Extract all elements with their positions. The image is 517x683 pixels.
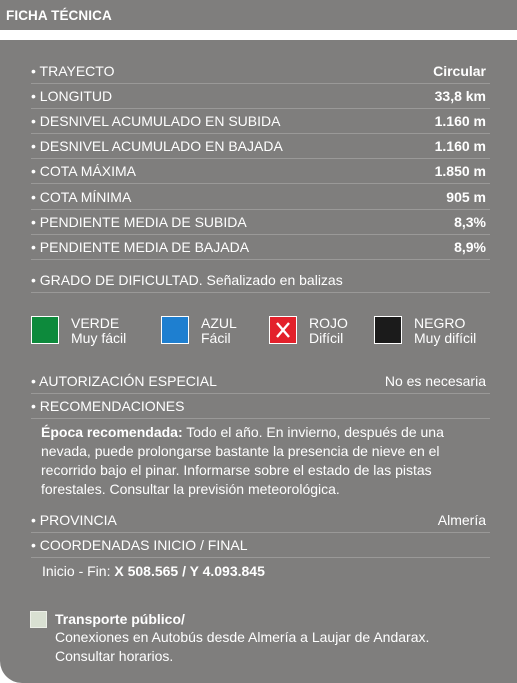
spec-value: 905 m (446, 189, 486, 205)
province-row (31, 508, 490, 533)
recommendations-row (31, 394, 490, 419)
difficulty-black (374, 316, 494, 346)
difficulty-green (31, 316, 151, 346)
spec-row-desnivel-subida (31, 109, 490, 134)
recommendations-body: Todo el año. En invierno, después de una nevada, puede prolongarse bastante la presencia de nieve en el recorrido bajo el pinar. Informarse sobre el estado de las pistas forestales. Consultar la previsión meteorológica. (41, 424, 444, 497)
spec-value: 1.160 m (434, 138, 486, 154)
transport-line-1: Conexiones en Autobús desde Almería a Laujar de Andarax. (55, 629, 430, 645)
spec-row-cota-maxima (31, 159, 490, 184)
header-bar (0, 0, 517, 30)
province-value: Almería (437, 512, 486, 528)
black-swatch (374, 316, 402, 344)
coordinates-prefix: Inicio - Fin: (42, 563, 115, 579)
difficulty-name: ROJO (309, 315, 348, 331)
blue-swatch (161, 316, 189, 344)
spec-row-cota-minima (31, 185, 490, 210)
difficulty-row (31, 268, 490, 293)
green-swatch (31, 316, 59, 344)
recommendations-text (41, 423, 493, 499)
difficulty-name: AZUL (201, 315, 237, 331)
recommendations-heading: Época recomendada: (41, 424, 183, 440)
red-swatch (269, 316, 297, 344)
difficulty-desc: Muy difícil (414, 330, 477, 346)
transport-title: Transporte público/ (55, 611, 185, 627)
spec-row-pendiente-bajada (31, 235, 490, 260)
spec-value: 1.160 m (434, 113, 486, 129)
coordinates-text (42, 563, 265, 579)
header-separator (0, 30, 517, 40)
province-label: • PROVINCIA (31, 512, 117, 528)
spec-label: • TRAYECTO (31, 63, 115, 79)
difficulty-desc: Difícil (309, 330, 344, 346)
authorization-row (31, 369, 490, 394)
transport-checkbox-icon (30, 611, 47, 628)
difficulty-label: • GRADO DE DIFICULTAD. Señalizado en balizas (31, 272, 343, 288)
spec-label: • DESNIVEL ACUMULADO EN SUBIDA (31, 113, 281, 129)
spec-label: • DESNIVEL ACUMULADO EN BAJADA (31, 138, 283, 154)
spec-row-desnivel-bajada (31, 134, 490, 159)
difficulty-red (269, 316, 369, 346)
spec-value: 1.850 m (434, 163, 486, 179)
transport-line-2: Consultar horarios. (55, 648, 174, 664)
difficulty-desc: Muy fácil (71, 330, 127, 346)
x-mark-icon (270, 317, 296, 343)
difficulty-name: NEGRO (414, 315, 466, 331)
header-title: FICHA TÉCNICA (6, 8, 112, 23)
spec-row-longitud (31, 84, 490, 109)
spec-label: • COTA MÁXIMA (31, 163, 136, 179)
spec-value: Circular (433, 63, 486, 79)
spec-row-pendiente-subida (31, 210, 490, 235)
spec-value: 33,8 km (434, 88, 486, 104)
spec-row-trayecto (31, 59, 490, 84)
difficulty-blue (161, 316, 261, 346)
spec-label: • LONGITUD (31, 88, 113, 104)
difficulty-desc: Fácil (201, 330, 231, 346)
authorization-label: • AUTORIZACIÓN ESPECIAL (31, 373, 217, 389)
coordinates-value: X 508.565 / Y 4.093.845 (114, 563, 265, 579)
spec-value: 8,3% (454, 214, 486, 230)
coordinates-row (31, 533, 490, 558)
spec-label: • PENDIENTE MEDIA DE BAJADA (31, 239, 250, 255)
difficulty-name: VERDE (71, 315, 120, 331)
recommendations-label: • RECOMENDACIONES (31, 398, 185, 414)
coordinates-label: • COORDENADAS INICIO / FINAL (31, 537, 248, 553)
spec-label: • COTA MÍNIMA (31, 189, 132, 205)
authorization-value: No es necesaria (384, 373, 486, 389)
spec-label: • PENDIENTE MEDIA DE SUBIDA (31, 214, 247, 230)
spec-value: 8,9% (454, 239, 486, 255)
